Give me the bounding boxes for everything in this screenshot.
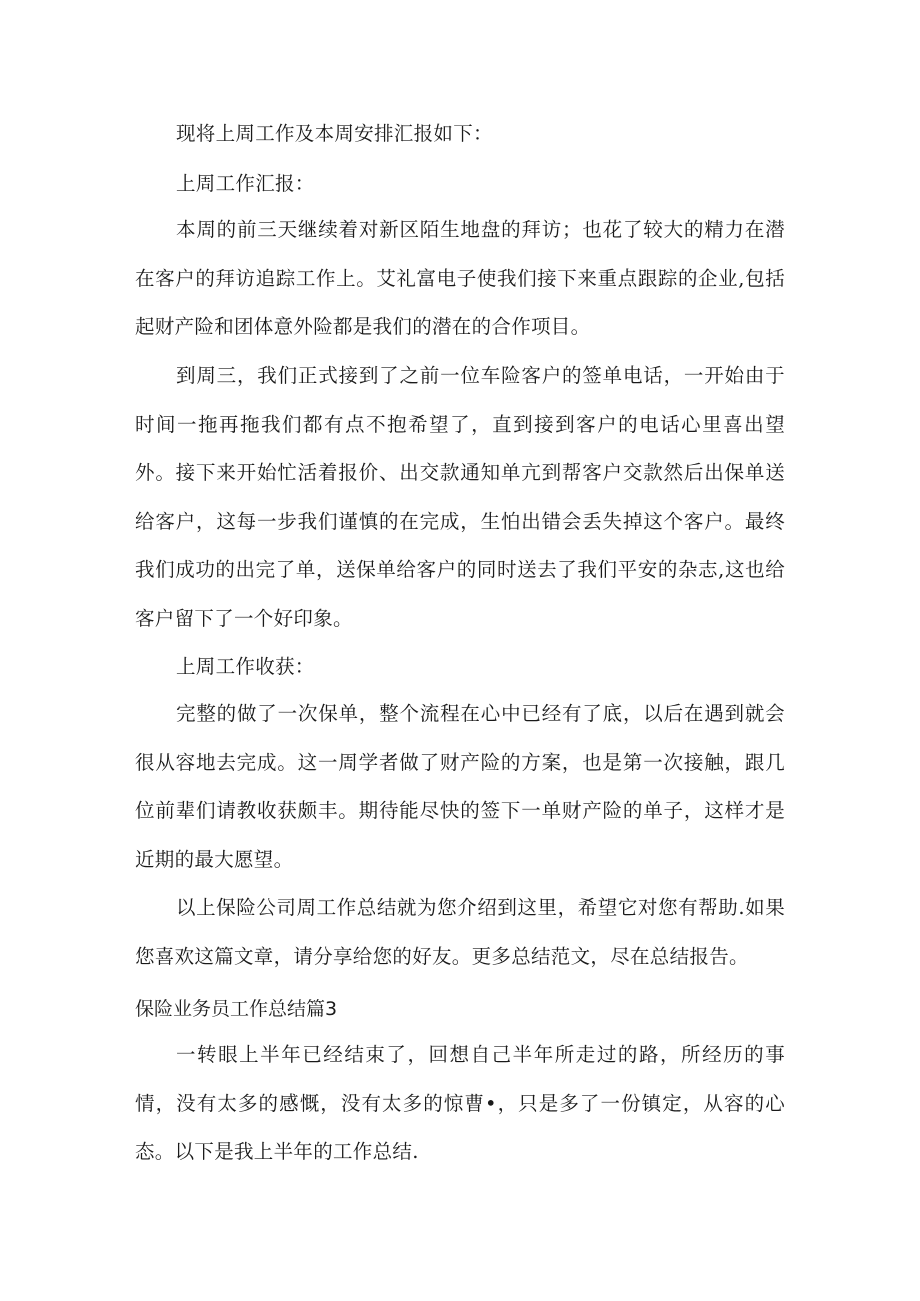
gains-paragraph: 完整的做了一次保单，整个流程在心中已经有了底，以后在遇到就会很从容地去完成。这一周学者做了财产险的方案，也是第一次接触，跟几位前辈们请教收获颇丰。期待能尽快的签下一单财产险的单子，这样才是近期的最大愿望。 <box>135 702 785 871</box>
section-paragraph: 一转眼上半年已经结束了，回想自己半年所走过的路，所经历的事情，没有太多的感慨，没有太多的惊曹•，只是多了一份镇定，从容的心态。以下是我上半年的工作总结. <box>135 1043 785 1163</box>
section-heading: 保险业务员工作总结篇3 <box>135 998 338 1020</box>
signing-paragraph: 到周三，我们正式接到了之前一位车险客户的签单电话，一开始由于时间一拖再拖我们都有点不抱希望了，直到接到客户的电话心里喜出望外。接下来开始忙活着报价、出交款通知单亢到帮客户交款然后出保单送给客户，这每一步我们谨慎的在完成，生怕出错会丢失掉这个客户。最终我们成功的出完了单，送保单给客户的同时送去了我们平安的杂志,这也给客户留下了一个好印象。 <box>135 364 785 630</box>
last-week-report-label: 上周工作汇报： <box>176 172 315 195</box>
closing-paragraph: 以上保险公司周工作总结就为您介绍到这里，希望它对您有帮助.如果您喜欢这篇文章，请分享给您的好友。更多总结范文，尽在总结报告。 <box>135 896 785 968</box>
report-paragraph: 本周的前三天继续着对新区陌生地盘的拜访；也花了较大的精力在潜在客户的拜访追踪工作上。艾礼富电子使我们接下来重点跟踪的企业,包括起财产险和团体意外险都是我们的潜在的合作项目。 <box>135 218 785 338</box>
last-week-gains-label: 上周工作收获： <box>176 655 315 678</box>
intro-paragraph: 现将上周工作及本周安排汇报如下： <box>176 122 493 145</box>
